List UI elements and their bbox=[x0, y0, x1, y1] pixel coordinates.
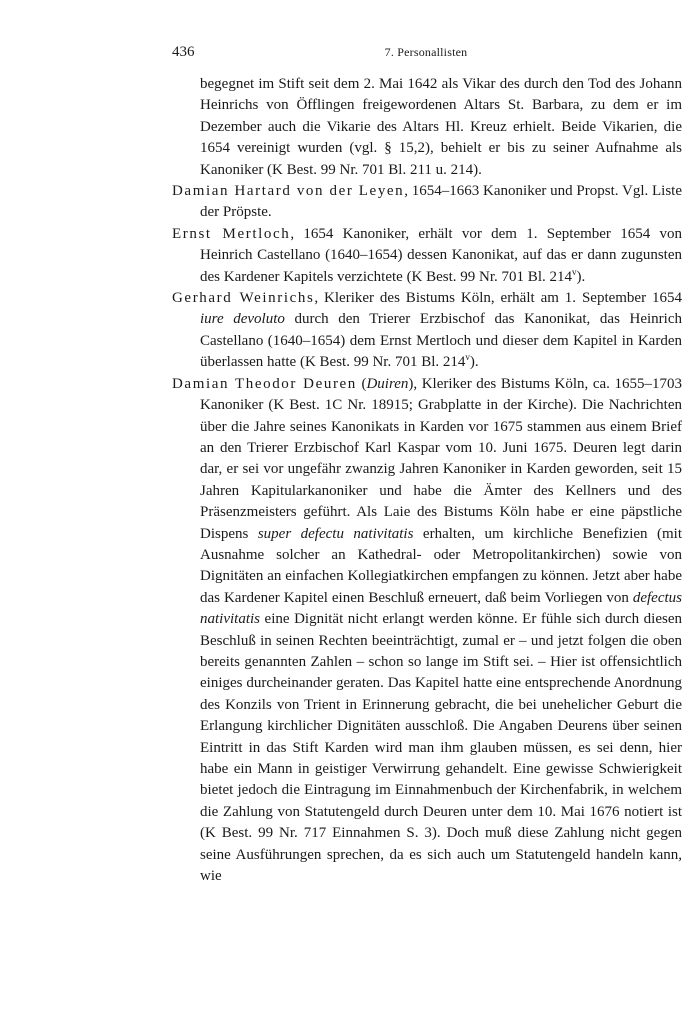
entry-leyen bbox=[172, 181, 682, 224]
running-header bbox=[172, 44, 680, 66]
body-text bbox=[172, 74, 682, 887]
entry-name: Damian Theodor Deuren bbox=[172, 375, 357, 392]
entry-text: erhalten, um kirchliche Benefizien (mit Ausnahme solcher an Kathedral- oder Metropolitankirchen) sowie von Dignitäten an einfachen Kollegiatkirchen empfangen zu können. Jetzt aber habe das Kardener Kapitel einen Beschluß erneuert, daß beim Vorliegen von bbox=[200, 525, 683, 606]
entry-name: Gerhard Weinrichs bbox=[172, 290, 315, 307]
continuation-paragraph bbox=[172, 74, 682, 181]
italic-term: defectus nativitatis bbox=[200, 589, 682, 628]
entry-text: , 1654–1663 Kanoniker und Propst. Vgl. Liste der Pröpste. bbox=[200, 183, 682, 221]
italic-term: Duiren bbox=[366, 375, 409, 392]
entry-text-end: ). bbox=[469, 354, 479, 371]
entry-deuren bbox=[172, 374, 682, 888]
superscript-verso: v bbox=[571, 266, 577, 277]
continuation-text: begegnet im Stift seit dem 2. Mai 1642 als Vikar des durch den Tod des Johann Heinrichs von Öfflingen freigewordenen Altars St. Barbara, zu dem er im Dezember auch die Vikarie des Altars Hl. Kreuz erhielt. Beide Vikarien, die 1654 vereinigt wurden (vgl. § 15,2), behielt er bis zu seiner Aufnahme als Kanoniker (K Best. 99 Nr. 701 Bl. 211 u. 214). bbox=[200, 76, 682, 178]
italic-term: iure devoluto bbox=[200, 311, 285, 328]
entry-weinrichs bbox=[172, 288, 682, 374]
entry-text: , 1654 Kanoniker, erhält vor dem 1. September 1654 von Heinrich Castellano (1640–1654) dessen Kanonikat, auf das er dann zugunsten des Kardener Kapitels verzichtete (K Best. 99 Nr. 701 Bl. 214 bbox=[200, 225, 683, 285]
page-number: 436 bbox=[172, 44, 195, 60]
entry-text: durch den Trierer Erzbischof das Kanonikat, das Heinrich Castellano (1640–1654) dem Ernst Mertloch und dieser dem Kapitel in Karden überlassen hatte (K Best. 99 Nr. 701 Bl. 214 bbox=[200, 311, 682, 371]
entry-text-end: ). bbox=[576, 268, 586, 285]
italic-term: super defectu nativitatis bbox=[257, 525, 414, 542]
entry-text: , Kleriker des Bistums Köln, erhält am 1. September 1654 bbox=[314, 290, 682, 307]
entry-name: Ernst Mertloch bbox=[172, 225, 291, 242]
entry-text: eine Dignität nicht erlangt werden könne. Er fühle sich durch diesen Beschluß in seinen Rechten beeinträchtigt, zumal er – und jetzt folgen die oben bereits genannten Zahlen – schon so lange im Stift sei. – Hier ist offensichtlich einiges durcheinander geraten. Das Kapitel hatte eine entsprechende Anordnung des Konzils von Trient in Erinnerung gebracht, die bei unehelicher Geburt die Erlangung kirchlicher Dignitäten ausschloß. Die Angaben Deurens über seinen Eintritt in das Stift Karden wird man ihm glauben müssen, es sei denn, hier habe ein Mann in geistiger Verwirrung gehandelt. Eine gewisse Schwierigkeit bietet jedoch die Eintragung im Einnahmenbuch der Kirchenfabrik, in welchem die Zahlung von Statutengeld durch Deuren unter dem 10. Mai 1676 notiert ist (K Best. 99 Nr. 717 Einnahmen S. 3). Doch muß diese Zahlung nicht gegen seine Ausführungen sprechen, da es sich auch um Statutengeld handeln kann, wie bbox=[200, 611, 682, 885]
entry-text: ( bbox=[356, 375, 367, 392]
entry-mertloch bbox=[172, 224, 682, 288]
running-title: 7. Personallisten bbox=[384, 45, 468, 59]
superscript-verso: v bbox=[465, 352, 470, 363]
entry-text: ), Kleriker des Bistums Köln, ca. 1655–1703 Kanoniker (K Best. 1C Nr. 18915; Grabplatte in der Kirche). Die Nachrichten über die Jahre seines Kanonikats in Karden vor 1675 stammen aus einem Brief an den Trierer Erzbischof Karl Kaspar vom 10. Juni 1675. Deuren legt darin dar, er sei vor ungefähr zwanzig Jahren Kanoniker in Karden geworden, seit 15 Jahren Kapitularkanoniker und habe die Ämter des Kellners und des Präsenzmeisters geführt. Als Laie des Bistums Köln habe er eine päpstliche Dispens bbox=[200, 375, 682, 542]
entry-name: Damian Hartard von der Leyen bbox=[172, 183, 405, 200]
